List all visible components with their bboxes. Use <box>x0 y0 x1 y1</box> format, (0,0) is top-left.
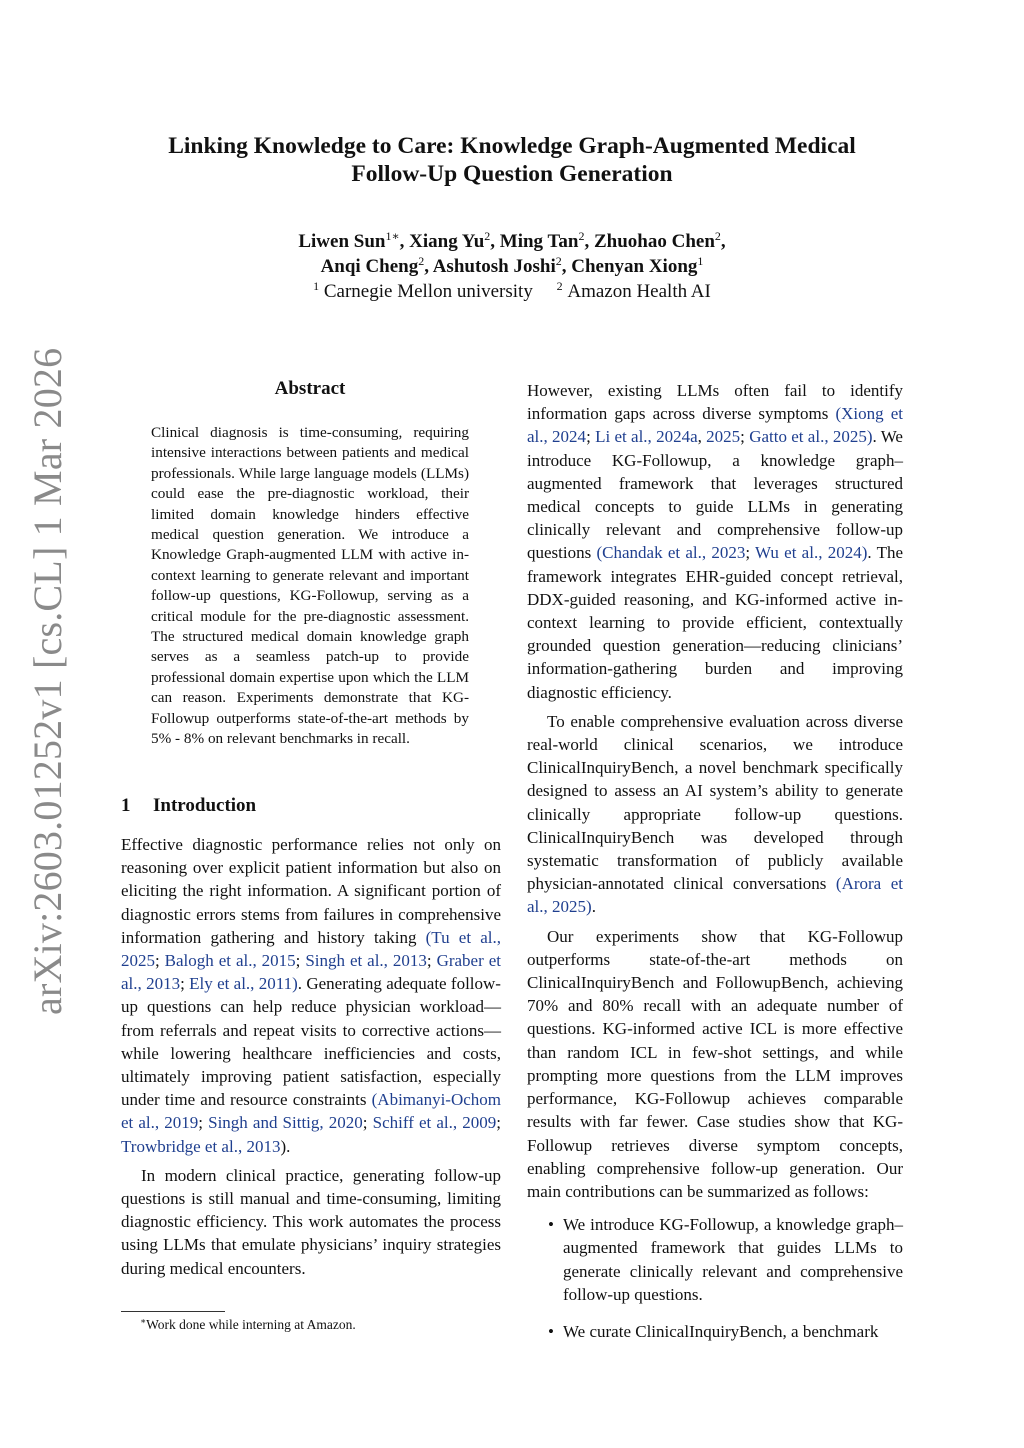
bullet-icon: • <box>548 1321 554 1341</box>
arxiv-identifier: arXiv:2603.01252v1 [cs.CL] 1 Mar 2026 <box>25 347 70 1015</box>
right-column-body <box>527 379 903 1357</box>
paragraph-text: To enable comprehensive evaluation across diverse real-world clinical scenarios, we introduce ClinicalInquiryBench, a novel benchmark specifically designed to assess an AI system’s ability to generate clinically appropriate follow-up questions. ClinicalInquiryBench was developed through systematic transformation of publicly available physician-annotated clinical conversations <box>527 711 903 894</box>
abstract-heading: Abstract <box>274 378 346 399</box>
contributions-list <box>527 1213 903 1343</box>
paragraph-text: ; <box>426 951 437 971</box>
citation-link[interactable]: Graber et al., 2013 <box>121 951 501 994</box>
citation-link[interactable]: Gatto et al., 2025) <box>749 427 873 447</box>
intro-paragraph-3 <box>527 379 903 704</box>
paragraph-text: ; <box>155 951 165 971</box>
list-item <box>527 1213 903 1306</box>
author-name: Anqi Cheng <box>320 256 419 277</box>
citation-link[interactable]: 2025 <box>706 427 741 447</box>
paragraph-text: . <box>591 897 596 917</box>
paragraph-text: ; <box>496 1113 501 1133</box>
author-separator: , <box>399 231 410 252</box>
author-name: Ashutosh Joshi <box>432 256 556 277</box>
citation-link[interactable]: Wu et al., 2024) <box>755 543 868 563</box>
section-number: 1 <box>121 795 131 816</box>
author-separator: , <box>720 231 726 252</box>
intro-paragraph-2: In modern clinical practice, generating follow-up questions is still manual and time-consuming, limiting diagnostic efficiency. This work automates the process using LLMs that emulate physicians’ inquiry strategies during medical encounters. <box>121 1165 501 1278</box>
section-title: Introduction <box>153 795 257 816</box>
citation-link[interactable]: (Abimanyi-Ochom et al., 2019 <box>121 1090 501 1133</box>
citation-link[interactable]: (Xiong et al., 2024 <box>527 404 903 447</box>
intro-paragraph-4 <box>527 710 903 919</box>
citation-link[interactable]: (Chandak et al., 2023 <box>596 543 746 563</box>
footnote-rule <box>121 1311 225 1312</box>
paragraph-text: ; <box>745 543 756 563</box>
author-separator: , <box>424 256 433 277</box>
author-name: Ming Tan <box>499 231 579 252</box>
citation-link[interactable]: Ely et al., 2011) <box>189 974 298 994</box>
citation-link[interactable]: Singh and Sittig, 2020 <box>208 1113 363 1133</box>
author-affiliation: 2 <box>418 254 425 268</box>
paragraph-text: ; <box>740 427 750 447</box>
author-affiliation: 2 <box>555 254 562 268</box>
author-affiliation: 2 <box>714 229 721 243</box>
paragraph-text: . The framework integrates EHR-guided concept retrieval, DDX-guided reasoning, and KG-informed active in-context learning to provide efficient, contextually grounded question generation—reducing clinicians’ information-gathering burden and improving diagnostic efficiency. <box>527 543 903 702</box>
paragraph-text: Effective diagnostic performance relies not only on reasoning over explicit patient information but also on eliciting the right information. A significant portion of diagnostic errors stems from failures in comprehensive information gathering and history taking <box>121 835 501 947</box>
affiliation-name: Amazon Health AI <box>567 281 711 302</box>
list-item-text: We introduce KG-Followup, a knowledge graph–augmented framework that guides LLMs to generate clinically relevant and comprehensive follow-up questions. <box>563 1215 903 1304</box>
affiliation-number: 1 <box>313 279 320 293</box>
author-name: Chenyan Xiong <box>571 256 698 277</box>
citation-link[interactable]: (Tu et al., 2025 <box>121 927 501 971</box>
paragraph-text: , <box>697 427 707 447</box>
citation-link[interactable]: (Arora et al., 2025) <box>527 874 903 917</box>
abstract-text: Clinical diagnosis is time-consuming, requiring intensive interactions between patients and medical professionals. While large language models (LLMs) could ease the pre-diagnostic workload, their limited domain knowledge hinders effective medical question generation. We introduce a Knowledge Graph-augmented LLM with active in-context learning to generate relevant and important follow-up questions, KG-Followup, serving as a critical module for the pre-diagnostic assessment. The structured medical domain knowledge graph serves as a seamless patch-up to provide professional domain expertise upon which the LLM can reason. Experiments demonstrate that KG-Followup outperforms state-of-the-art methods by 5% - 8% on relevant benchmarks in recall. <box>151 424 469 748</box>
paragraph-text: . We introduce KG-Followup, a knowledge graph–augmented framework that leverages structured medical concepts to guide LLMs in generating clinically relevant and comprehensive follow-up questions <box>527 427 903 563</box>
title-line-2: Follow-Up Question Generation <box>351 161 673 187</box>
title-line-1: Linking Knowledge to Care: Knowledge Graph-Augmented Medical <box>168 133 856 159</box>
intro-paragraph-5: Our experiments show that KG-Followup outperforms state-of-the-art methods on ClinicalInquiryBench and FollowupBench, achieving 70% and 80% recall with an adequate number of questions. KG-informed active ICL is more effective than random ICL in few-shot settings, and while prompting more questions from the LLM improves performance, KG-Followup achieves comparable results with far fewer. Case studies show that KG-Followup retrieves diverse symptom concepts, enabling comprehensive follow-up generation. Our main contributions can be summarized as follows: <box>527 926 903 1201</box>
affiliation-name: Carnegie Mellon university <box>323 281 533 302</box>
paragraph-text: . Generating adequate follow-up questions can help reduce physician workload—from referrals and repeat visits to corrective actions—while lowering healthcare inefficiencies and costs, ultimately improving patient satisfaction, especially under time and resource constraints <box>121 974 501 1110</box>
footnote <box>140 1316 356 1334</box>
author-block <box>0 229 1024 304</box>
paragraph-text: ; <box>362 1113 373 1133</box>
paragraph-text: However, existing LLMs often fail to identify information gaps across diverse symptoms <box>527 381 903 424</box>
author-line-2 <box>0 254 1024 279</box>
paragraph-text: ; <box>198 1113 209 1133</box>
citation-link[interactable]: Li et al., 2024a <box>595 427 698 447</box>
paragraph-text: ; <box>180 974 190 994</box>
author-name: Liwen Sun <box>298 231 386 252</box>
author-separator: , <box>490 231 500 252</box>
citation-link[interactable]: Balogh et al., 2015 <box>164 951 296 971</box>
bullet-icon: • <box>548 1215 554 1235</box>
footnote-text: Work done while interning at Amazon. <box>146 1317 356 1332</box>
paragraph-text: ). <box>280 1136 291 1156</box>
author-name: Xiang Yu <box>409 231 485 252</box>
list-item-text: We curate ClinicalInquiryBench, a benchmark <box>563 1321 879 1341</box>
author-separator: , <box>561 256 572 277</box>
footnote-mark: ∗ <box>140 1316 147 1326</box>
paragraph-text: ; <box>586 427 596 447</box>
author-affiliation: 2 <box>484 229 491 243</box>
affiliation-line <box>0 279 1024 304</box>
citation-link[interactable]: Singh et al., 2013 <box>305 951 427 971</box>
intro-paragraph-1 <box>121 833 501 1158</box>
author-name: Zhuohao Chen <box>593 231 715 252</box>
author-affiliation: 2 <box>578 229 585 243</box>
list-item <box>527 1320 903 1343</box>
citation-link[interactable]: Schiff et al., 2009 <box>372 1113 497 1133</box>
left-column-body <box>121 833 501 1280</box>
author-affiliation: 1∗ <box>385 229 400 243</box>
author-line-1 <box>0 229 1024 254</box>
paragraph-text: ; <box>295 951 306 971</box>
author-affiliation: 1 <box>697 254 704 268</box>
section-heading-introduction <box>121 795 256 817</box>
citation-link[interactable]: Trowbridge et al., 2013 <box>121 1136 281 1156</box>
paper-title <box>0 132 1024 188</box>
affiliation-number: 2 <box>556 279 563 293</box>
author-separator: , <box>584 231 594 252</box>
